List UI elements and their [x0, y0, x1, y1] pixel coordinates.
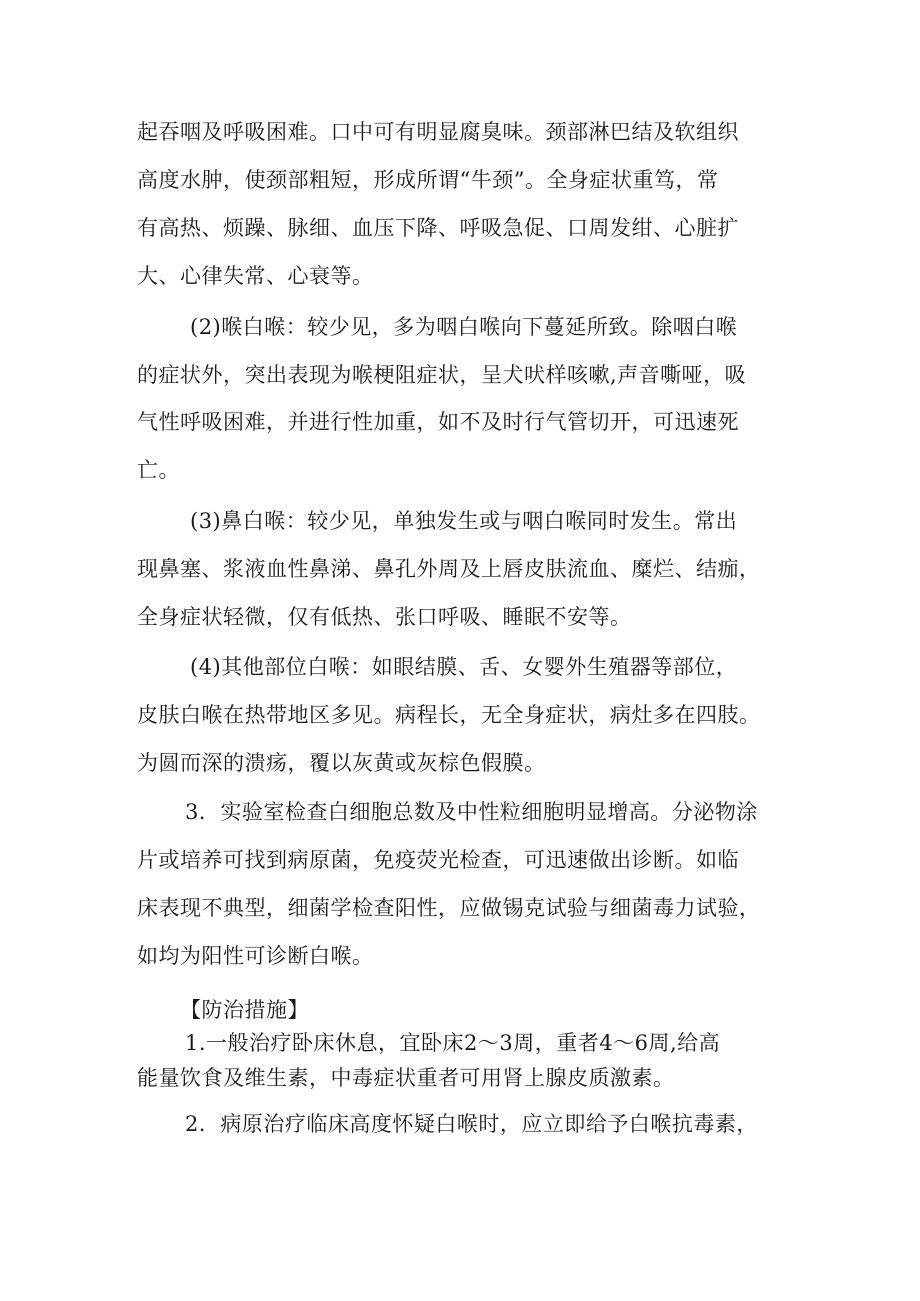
text-line: 2．病原治疗临床高度怀疑白喉时，应立即给予白喉抗毒素，: [185, 1112, 758, 1136]
text-line: 的症状外，突出表现为喉梗阻症状，呈犬吠样咳嗽,声音嘶哑，吸: [137, 363, 747, 387]
section-heading: 【防治措施】: [180, 998, 309, 1022]
text-line: 床表现不典型，细菌学检查阳性，应做锡克试验与细菌毒力试验，: [137, 896, 761, 920]
text-line: 高度水肿，使颈部粗短，形成所谓“牛颈”。全身症状重笃，常: [137, 168, 719, 192]
text-line: (3)鼻白喉：较少见，单独发生或与咽白喉同时发生。常出: [190, 509, 738, 533]
text-line: 3．实验室检查白细胞总数及中性粒细胞明显增高。分泌物涂: [185, 800, 758, 824]
text-line: 1.一般治疗卧床休息，宜卧床2～3周，重者4～6周,给高: [185, 1031, 721, 1055]
text-line: 如均为阳性可诊断白喉。: [137, 944, 374, 968]
text-line: 能量饮食及维生素，中毒症状重者可用肾上腺皮质激素。: [137, 1066, 675, 1090]
text-line: 大、心律失常、心衰等。: [137, 264, 374, 288]
text-line: (2)喉白喉：较少见，多为咽白喉向下蔓延所致。除咽白喉: [190, 315, 738, 339]
text-line: 皮肤白喉在热带地区多见。病程长，无全身症状，病灶多在四肢。: [137, 703, 761, 727]
text-line: 亡。: [137, 458, 180, 482]
text-line: (4)其他部位白喉：如眼结膜、舌、女婴外生殖器等部位，: [190, 655, 738, 679]
text-line: 片或培养可找到病原菌，免疫荧光检查，可迅速做出诊断。如临: [137, 848, 739, 872]
text-line: 气性呼吸困难，并进行性加重，如不及时行气管切开，可迅速死: [137, 410, 739, 434]
text-line: 全身症状轻微，仅有低热、张口呼吸、睡眠不安等。: [137, 605, 632, 629]
text-line: 起吞咽及呼吸困难。口中可有明显腐臭味。颈部淋巴结及软组织: [137, 120, 739, 144]
text-line: 有高热、烦躁、脉细、血压下降、呼吸急促、口周发绀、心脏扩: [137, 216, 739, 240]
text-line: 为圆而深的溃疡，覆以灰黄或灰棕色假膜。: [137, 751, 546, 775]
text-line: 现鼻塞、浆液血性鼻涕、鼻孔外周及上唇皮肤流血、糜烂、结痂，: [137, 557, 761, 581]
